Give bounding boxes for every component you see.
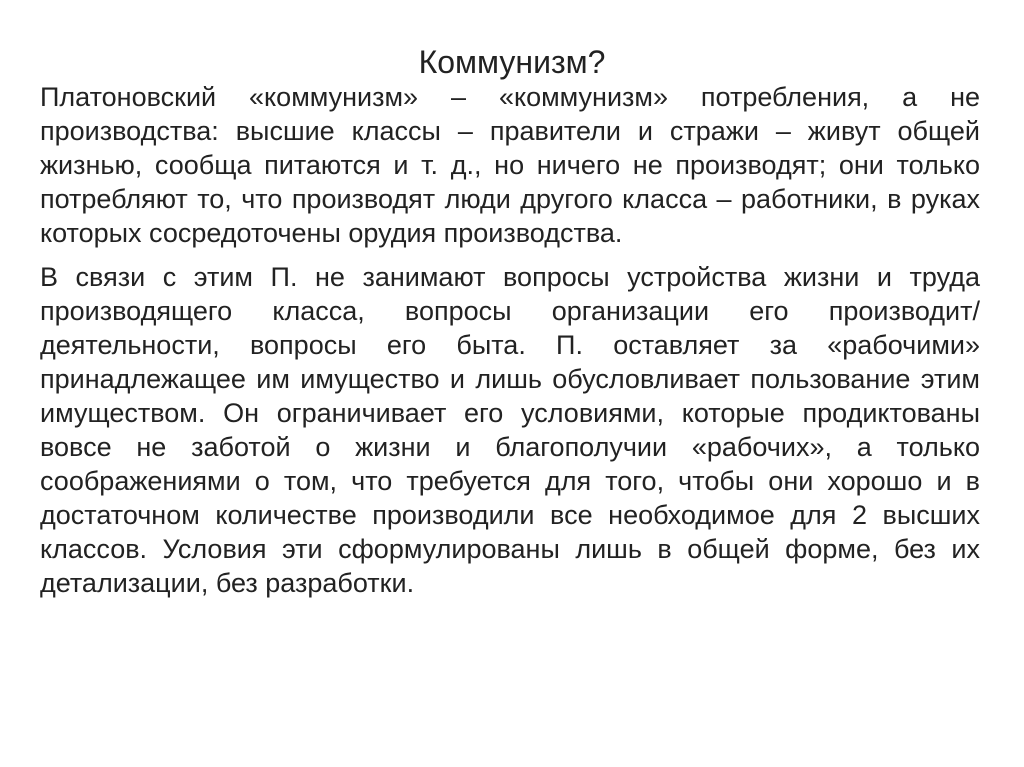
paragraph-1: Платоновский «коммунизм» – «коммунизм» потребления, а не производства: высшие классы – правители и стражи – живут общей жизнью, сообща питаются и т. д., но ничего не производят; они только потребляют то, что производят люди другого класса – работники, в руках которых сосредоточены орудия производства.: [40, 82, 980, 248]
paragraph-2: В связи с этим П. не занимают вопросы устройства жизни и труда производящего класса, вопросы организации его производит/деятельности, вопросы его быта. П. оставляет за «рабочими» принадлежащее им имущество и лишь обусловливает пользование этим имуществом. Он ограничивает его условиями, которые продиктованы вовсе не заботой о жизни и благополучии «рабочих», а только соображениями о том, что требуется для того, чтобы они хорошо и в достаточном количестве производили все необходимое для 2 высших классов. Условия эти сформулированы лишь в общей форме, без их детализации, без разработки.: [40, 262, 980, 598]
slide-body: [40, 80, 980, 610]
slide-title: Коммунизм?: [418, 44, 606, 80]
